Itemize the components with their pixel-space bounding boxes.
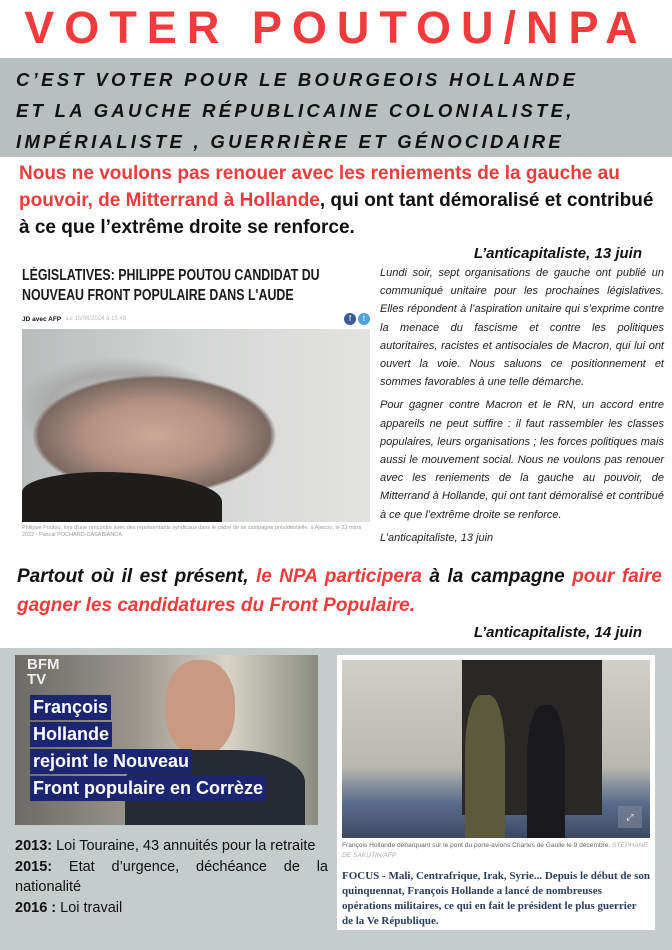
- timeline-item: 2015: Etat d’urgence, déchéance de la nationalité: [15, 858, 328, 895]
- citation: L’anticapitaliste, 14 juin: [473, 624, 642, 641]
- subtitle-band: [0, 58, 672, 157]
- statement-red: le NPA participera: [255, 566, 422, 587]
- article-author: JD avec AFP: [22, 315, 62, 323]
- statement-red: pour faire gagner les candidatures du Front Populaire.: [17, 566, 662, 616]
- timeline-item: 2016 : Loi travail: [15, 899, 123, 916]
- bfm-logo: BFM TV: [27, 656, 60, 688]
- excerpt-source: L’anticapitaliste, 13 juin: [380, 531, 494, 544]
- twitter-icon[interactable]: t: [358, 313, 370, 325]
- timeline-item: 2013: Loi Touraine, 43 annuités pour la retraite: [15, 838, 316, 854]
- tv-caption-line: rejoint le Nouveau: [30, 749, 192, 774]
- article-headline: LÉGISLATIVES: PHILIPPE POUTOU CANDIDAT DU NOUVEAU FRONT POPULAIRE DANS L'AUDE: [22, 267, 320, 304]
- facebook-icon[interactable]: f: [344, 313, 356, 325]
- timeline: [15, 836, 328, 918]
- poutou-photo: [22, 329, 370, 522]
- photo-caption: François Hollande débarquant sur le pont du porte-avions Charles de Gaulle le 9 décembre. STEPHANE DE SAKUTIN/AFP: [342, 842, 648, 859]
- excerpt-paragraph: Pour gagner contre Macron et le RN, un accord entre appareils ne peut suffire : il faut rassembler les classes populaires, leurs organisations ; les forces politiques mais aussi le mouvement social. Nous ne voulons pas renouer avec les reniements de la gauche au pouvoir, de Mitterrand à Hollande, qui ont tant démoralisé et contribué à ce que l’extrême droite se renforce.: [380, 399, 664, 521]
- hollande-tv-photo: [15, 655, 318, 825]
- helicopter-photo: [342, 660, 650, 838]
- npa-statement: [17, 562, 662, 620]
- citation: L’anticapitaliste, 13 juin: [473, 245, 642, 262]
- excerpt-paragraph: Lundi soir, sept organisations de gauche ont publié un communiqué unitaire pour les prochaines législatives. Elles répondent à l’aspiration unitaire qui s’exprime contre la menace du fascisme et contre les politiques autoritaires, racistes et antisociales de Macron, qui lui ont ouvert la voie. Nous saluons ce positionnement et sommes favorables à une telle démarche.: [380, 267, 664, 389]
- poster-title: VOTER POUTOU/NPA: [24, 2, 648, 53]
- focus-text: FOCUS - Mali, Centrafrique, Irak, Syrie... Depuis le début de son quinquennat, François Hollande a lancé de nombreuses opérations militaires, ce qui en fait le président le plus guerrier de la Ve République.: [342, 870, 650, 927]
- tv-caption-line: François: [30, 695, 111, 720]
- article-meta: [22, 312, 370, 326]
- statement-part: à la campagne: [421, 566, 573, 587]
- article-date: Le 15/06/2024 à 15:48: [66, 316, 127, 322]
- news-card: [337, 655, 655, 930]
- tv-caption-line: Front populaire en Corrèze: [30, 776, 266, 801]
- article-excerpt: [380, 264, 664, 552]
- article-screenshot: [22, 262, 370, 552]
- subtitle-line: IMPÉRIALISTE , GUERRIÈRE ET GÉNOCIDAIRE: [16, 131, 565, 152]
- statement-part: Partout où il est présent,: [17, 566, 256, 587]
- intro-quote: [19, 160, 664, 241]
- tv-caption-line: Hollande: [30, 722, 112, 747]
- expand-icon[interactable]: ⤢: [618, 806, 642, 828]
- subtitle-line: ET LA GAUCHE RÉPUBLICAINE COLONIALISTE,: [16, 100, 575, 121]
- intro-black: , qui ont tant démoralisé et contribué à ce que l’extrême droite se renforce.: [19, 190, 654, 238]
- photo-caption: Philippe Poutou, lors d'une rencontre avec des représentants syndicaux dans le cadre de sa campagne présidentielle, à Ajaccio, le 23 mars 2022 - Pascal POCHARD-CASABIANCA: [22, 525, 362, 538]
- subtitle-line: C’EST VOTER POUR LE BOURGEOIS HOLLANDE: [16, 69, 579, 90]
- intro-red: Nous ne voulons pas renouer avec les reniements de la gauche au pouvoir, de Mitterrand à Hollande: [19, 163, 620, 211]
